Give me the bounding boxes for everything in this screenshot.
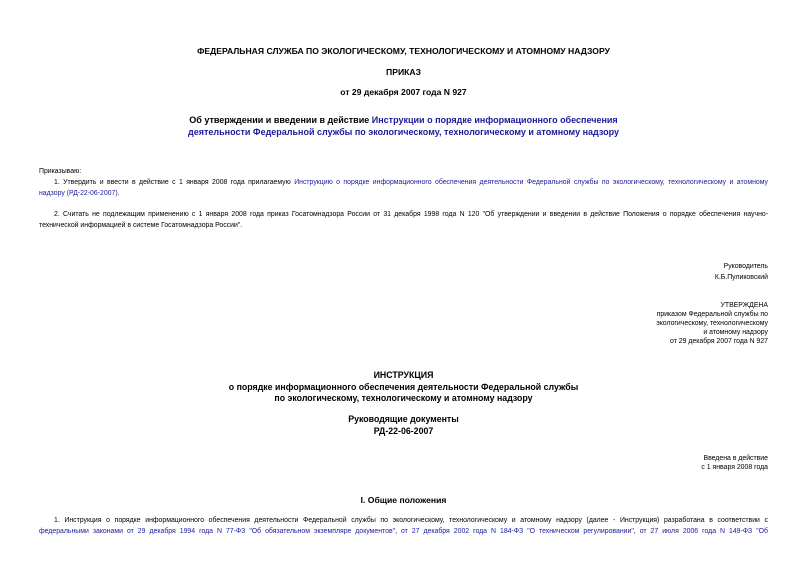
signature-name: К.Б.Пуликовский <box>714 274 768 281</box>
instruction-link-item1-a[interactable]: Инструкцию о порядке информационного обеспечения деятельности Федеральной службы по экологическому, технологическому и атомному <box>294 179 768 186</box>
effective-line-1: Введена в действие <box>703 455 768 462</box>
instruction-title <box>0 370 807 405</box>
effective-line-2: с 1 января 2008 года <box>701 464 768 471</box>
section-heading: I. Общие положения <box>360 495 447 505</box>
order-item-1 <box>39 177 768 199</box>
approval-line-1: УТВЕРЖДЕНА <box>720 302 768 309</box>
instruction-link-title-1[interactable]: Инструкции о порядке информационного обеспечения <box>371 115 618 125</box>
law-link-149fz[interactable]: от 27 июля 2006 года N 149-ФЗ "Об <box>639 528 768 535</box>
agency-heading: ФЕДЕРАЛЬНАЯ СЛУЖБА ПО ЭКОЛОГИЧЕСКОМУ, ТЕХНОЛОГИЧЕСКОМУ И АТОМНОМУ НАДЗОРУ <box>197 46 610 56</box>
order-title <box>0 114 807 138</box>
approval-line-2: приказом Федеральной службы по <box>656 311 768 318</box>
signature-block <box>715 262 768 282</box>
law-sep-1: , <box>395 528 401 535</box>
order-date-heading: от 29 декабря 2007 года N 927 <box>340 87 467 97</box>
law-sep-2: , <box>633 528 640 535</box>
doc-type-heading: ПРИКАЗ <box>386 67 421 77</box>
instruction-title-3: по экологическому, технологическому и атомному надзору <box>274 393 533 403</box>
order-item-1-line1 <box>39 177 768 188</box>
law-link-77fz[interactable]: федеральными законами от 29 декабря 1994 года N 77-ФЗ "Об обязательном экземпляре документов" <box>39 528 396 535</box>
instruction-subtitle <box>0 414 807 437</box>
instruction-title-2: о порядке информационного обеспечения деятельности Федеральной службы <box>228 381 579 392</box>
section1-p1-line2 <box>39 526 768 537</box>
instruction-link-title-2[interactable]: деятельности Федеральной службы по экологическому, технологическому и атомному надзору <box>188 127 619 137</box>
approval-line-3: экологическому, технологическому <box>656 320 768 327</box>
instruction-link-item1-b[interactable]: надзору (РД-22-06-2007) <box>39 190 118 197</box>
order-item-2-line1: 2. Считать не подлежащим применению с 1 января 2008 года приказ Госатомнадзора России от 31 декабря 1998 года N 120 "Об утверждении и введении в действие Положения о порядке обеспечения научно- <box>54 211 768 218</box>
approval-block <box>656 301 768 346</box>
order-item-2-line2: технической информацией в системе Госатомнадзора России". <box>39 222 243 229</box>
order-item-1-line2 <box>39 188 768 199</box>
order-item-1-suffix: . <box>117 190 120 197</box>
order-item-1-prefix: 1. Утвердить и ввести в действие с 1 января 2008 года прилагаемую <box>54 179 295 186</box>
law-link-184fz[interactable]: от 27 декабря 2002 года N 184-ФЗ "О техническом регулировании" <box>401 528 634 535</box>
order-title-prefix: Об утверждении и введении в действие <box>189 115 372 125</box>
order-word: Приказываю: <box>39 168 82 175</box>
section1-paragraph-1 <box>39 515 768 537</box>
effective-block <box>701 454 768 472</box>
section1-p1-line1: 1. Инструкция о порядке информационного обеспечения деятельности Федеральной службы по экологическому, технологическому и атомному надзору (далее - Инструкция) разработана в соответствии с <box>54 517 768 524</box>
order-item-2 <box>39 209 768 231</box>
approval-line-5: от 29 декабря 2007 года N 927 <box>670 338 768 345</box>
instruction-subtitle-2: РД-22-06-2007 <box>373 425 434 436</box>
instruction-title-1: ИНСТРУКЦИЯ <box>373 370 434 380</box>
approval-line-4: и атомному надзору <box>703 329 768 336</box>
signature-position: Руководитель <box>723 263 768 270</box>
instruction-subtitle-1: Руководящие документы <box>348 414 459 424</box>
